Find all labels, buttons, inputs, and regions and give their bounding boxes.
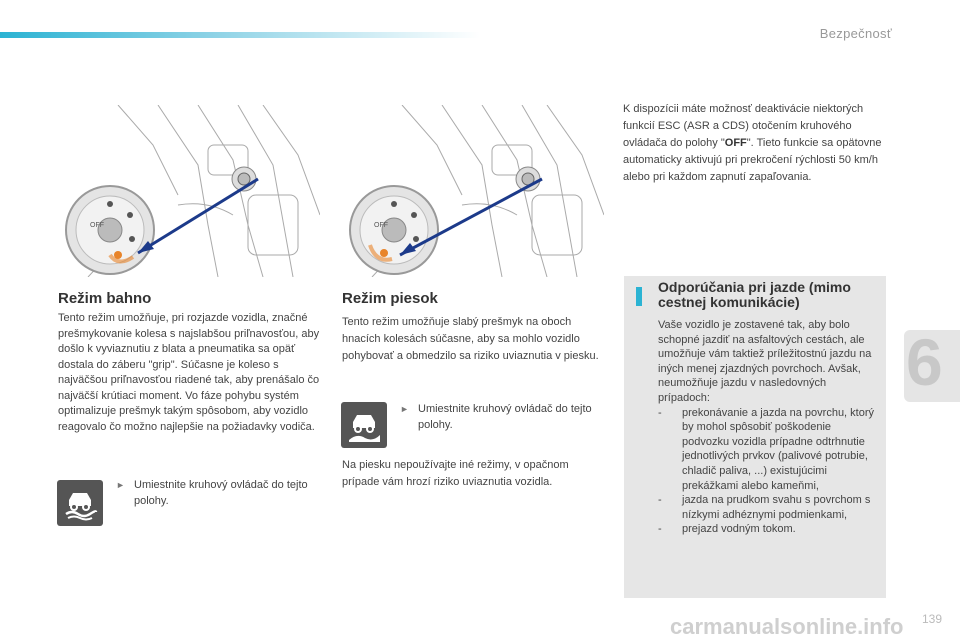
off-keyword: OFF — [724, 137, 747, 149]
dial-off-label: OFF — [374, 222, 388, 229]
chapter-number: 6 — [906, 325, 943, 399]
dial-illustration-mud — [58, 105, 320, 277]
bullet-icon: ► — [116, 480, 125, 490]
dial-off-label: OFF — [90, 222, 104, 229]
console-drawing — [342, 105, 604, 277]
dial-illustration-sand — [342, 105, 604, 277]
page-number: 139 — [921, 612, 942, 626]
offroad-title: Odporúčania pri jazde (mimo cestnej komunikácie) — [658, 279, 851, 310]
list-item: - prekonávanie a jazda na povrchu, ktorý by mohol spôsobiť poškodenie podvozku vozidla prípadne odtrhnutie jednotlivých prvkov (palivové potrubie, chladič paliva, ...) existujúcimi prekážkami alebo kameňmi, — [658, 406, 875, 492]
watermark: carmanualsonline.info — [670, 614, 904, 639]
mud-mode-icon — [57, 480, 103, 526]
header-accent-bar — [0, 32, 480, 38]
list-item: - prejazd vodným tokom. — [658, 523, 796, 536]
bullet-icon: ► — [400, 404, 409, 414]
info-icon — [636, 284, 642, 306]
chapter-tab — [904, 325, 960, 402]
mud-instruction: ► Umiestnite kruhový ovládač do tejto polohy. — [116, 479, 308, 507]
sand-mode-description: Tento režim umožňuje slabý prešmyk na oboch hnacích kolesách súčasne, aby sa mohlo vozidlo pohybovať a obmedzilo sa riziko uviaznutia v piesku. — [342, 316, 599, 362]
sand-warning: Na piesku nepoužívajte iné režimy, v opačnom prípade vám hrozí riziko uviaznutia vozidla. — [342, 459, 569, 488]
sand-instruction: ► Umiestnite kruhový ovládač do tejto polohy. — [400, 403, 592, 431]
offroad-recommendations-box — [624, 276, 886, 598]
mud-mode-description: Tento režim umožňuje, pri rozjazde vozidla, značné prešmykovanie kolesa s najslabšou priľnavosťou, aby došlo k vyviaznutiu z blata a pneumatika sa opäť dostala do záberu "grip". Súčasne je koleso s najväčšou priľnavosťou riadené tak, aby prenášalo čo najväčší krútiaci moment. Vo fáze pohybu systém optimalizuje prešmyk takým spôsobom, aby vozidlo reagovalo čo možno najlepšie na požiadavky vodiča. — [58, 312, 320, 433]
offroad-list — [658, 406, 880, 537]
offroad-intro: Vaše vozidlo je zostavené tak, aby bolo schopné jazdiť na asfaltových cestách, ale umožňuje vám taktiež príležitostnú jazdu na iných menej zjazdných povrchoch. Avšak, neumožňuje jazdu v nasledovných prípadoch: — [658, 319, 872, 404]
sand-mode-title: Režim piesok — [342, 290, 438, 307]
esc-deactivation-text: K dispozícii máte možnosť deaktivácie niektorých funkcií ESC (ASR a CDS) otočením kruhového ovládača do polohy "OFF". Tieto funkcie sa opätovne automaticky aktivujú pri prekročení rýchlosti 50 km/h alebo pri každom zapnutí zapaľovania. — [623, 103, 882, 183]
section-title: Bezpečnosť — [819, 26, 892, 41]
console-drawing — [58, 105, 320, 277]
sand-mode-icon — [341, 402, 387, 448]
mud-mode-title: Režim bahno — [58, 290, 152, 307]
offroad-body — [658, 318, 880, 537]
list-item: - jazda na prudkom svahu s povrchom s nízkymi adhéznymi podmienkami, — [658, 494, 871, 521]
